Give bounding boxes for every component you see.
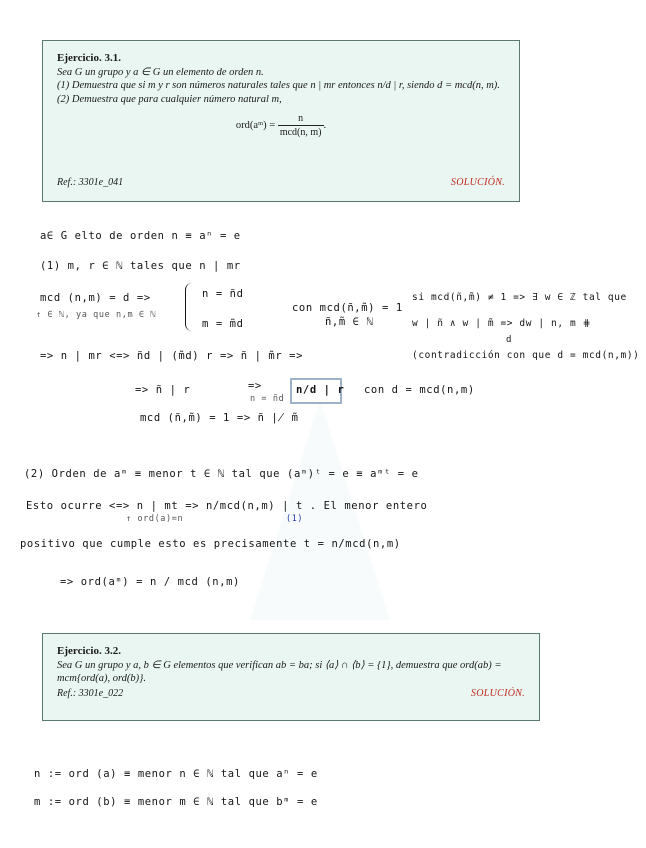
exercise-3-1-title: Ejercicio. 3.1. [57,52,121,64]
note-line-order-b: m := ord (b) ≡ menor m ∈ ℕ tal que bᵐ = e [34,796,318,808]
note-line-substitution: n = ñd [250,394,285,404]
note-line-implies: => [248,380,262,392]
note-line-gcd-definition: mcd (n,m) = d => [40,292,151,304]
note-line-m-decomposition: m = m̃d [202,318,244,330]
exercise-3-1-formula [57,112,505,139]
note-line-coprime-condition: con mcd(ñ,m̃) = 1 [292,302,403,314]
note-line-natural-remark: ↑ ∈ ℕ, ya que n,m ∈ ℕ [36,310,157,320]
exercise-3-1-solution-link[interactable]: SOLUCIÓN. [450,176,505,188]
exercise-3-2-intro: Sea G un grupo y a, b ∈ G elementos que verifican ab = ba; si ⟨a⟩ ∩ ⟨b⟩ = {1}, demuestra que ord(ab) = mcm{ord(a), ord(b)}. [57,659,502,685]
exercise-3-2-footer [57,687,525,700]
note-line-contradiction-end: (contradicción con que d = mcd(n,m)) [412,350,640,361]
note-line-order-a: n := ord (a) ≡ menor n ∈ ℕ tal que aⁿ = e [34,768,318,780]
exercise-3-1-item-1: (1) Demuestra que si m y r son números naturales tales que n | mr entonces n/d | r, siendo d = mcd(n, m). [57,80,500,92]
exercise-3-1-ref: Ref.: 3301e_041 [57,176,124,188]
exercise-3-2-solution-link[interactable]: SOLUCIÓN. [470,688,525,700]
note-line-reference-1: (1) [286,514,304,524]
note-line-divisibility-chain: => n | mr <=> ñd | (m̃d) r => ñ | m̃r => [40,350,304,362]
formula-fraction [278,112,324,139]
note-line-result: n/d | r [296,384,345,396]
note-line-coprime-not-divides: mcd (ñ,m̃) = 1 => ñ ∤ m̃ [140,412,299,424]
note-line-part2-condition: Esto ocurre <=> n | mt => n/mcd(n,m) | t . El menor entero [26,500,428,512]
note-line-order-definition: a∈ G elto de orden n ≡ aⁿ = e [40,230,241,242]
note-line-d-label: d [506,335,513,345]
formula-numerator: n [278,112,324,126]
note-line-minimal-positive: positivo que cumple esto es precisamente t = n/mcd(n,m) [20,538,401,550]
note-line-contradiction-divisors: w | ñ ∧ w | m̃ => dw | n, m ⋕ [412,318,592,329]
exercise-3-1-item-2: (2) Demuestra que para cualquier número natural m, [57,94,282,106]
note-line-part1-hypothesis: (1) m, r ∈ ℕ tales que n | mr [40,260,241,272]
note-line-n-decomposition: n = ñd [202,288,244,300]
note-line-part2-order: (2) Orden de aᵐ ≡ menor t ∈ ℕ tal que (aᵐ)ᵗ = e ≡ aᵐᵗ = e [24,468,419,480]
exercise-3-2-box [42,633,540,721]
note-line-contradiction-start: si mcd(ñ,m̃) ≠ 1 => ∃ w ∈ ℤ tal que [412,292,627,303]
system-brace [185,283,195,331]
note-line-conclusion: => ord(aᵐ) = n / mcd (n,m) [60,576,240,588]
formula-denominator: mcd(n, m) [279,127,322,139]
note-line-d-equals-gcd: con d = mcd(n,m) [364,384,475,396]
exercise-3-1-intro: Sea G un grupo y a ∈ G un elemento de orden n. [57,66,264,78]
formula-period: . [323,120,327,132]
exercise-3-2-title: Ejercicio. 3.2. [57,645,121,657]
note-line-natural-condition: ñ,m̃ ∈ ℕ [325,316,374,328]
note-line-order-a-remark: ↑ ord(a)=n [126,514,184,524]
formula-lhs: ord(aᵐ) = [235,120,276,132]
exercise-3-1-footer [57,176,505,189]
exercise-3-2-ref: Ref.: 3301e_022 [57,688,124,700]
note-line-n-tilde-divides-r: => ñ | r [135,384,191,396]
exercise-3-1-box [42,40,520,202]
